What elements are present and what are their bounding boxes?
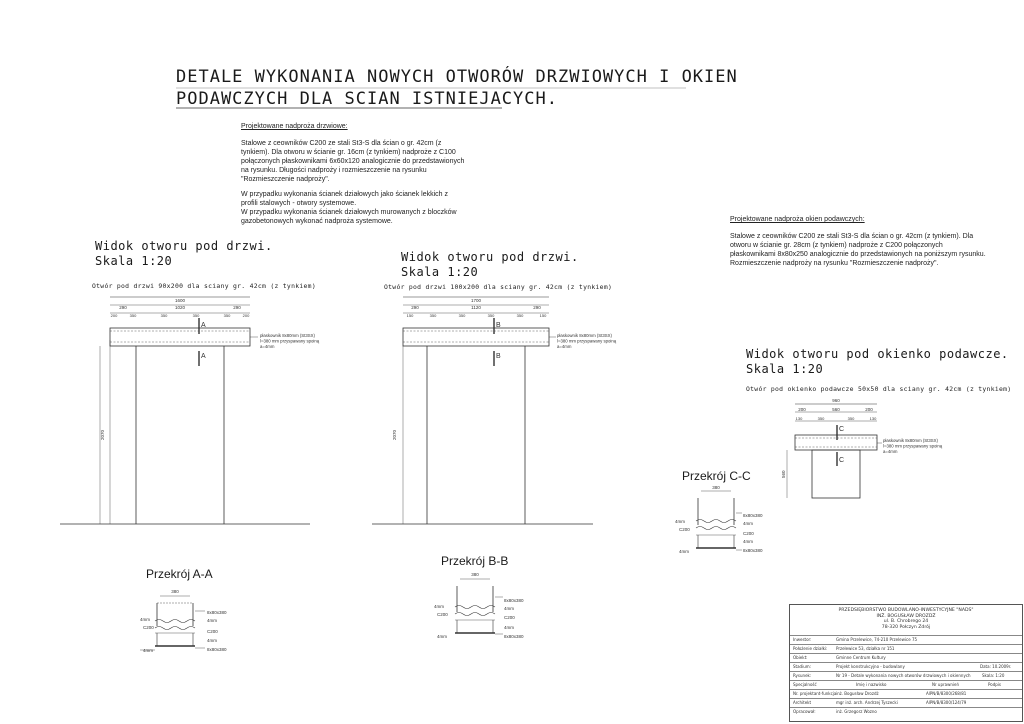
- door-note-paragraph-1: Stalowe z ceowników C200 ze stali St3-S dla ścian o gr. 42cm (z tynkiem). Dla otworu w ścianie gr. 16cm (z tynkiem) nadproże z C100 połączonych płaskownikami 6x60x120 analogicznie do przedstawionych na rysunku. Długości nadproży i rozmieszczenie na rysunku "Rozmieszczenie nadproży".: [241, 140, 465, 183]
- view1-height: 2070: [100, 429, 105, 440]
- tb-row-extra: Skala: 1:20: [982, 673, 1005, 678]
- window-note-paragraph: Stalowe z ceowników C200 ze stali St3-S dla ścian o gr. 42cm (z tynkiem). Dla otworu w ścianie gr. 28cm (z tynkiem) nadproże z C200 połączonych płaskownikami 8x80x250 analogicznie do przedstawionych na poniższym rysunku. Rozmieszczenie nadproży na rysunku "Rozmieszczenie nadproży".: [730, 233, 986, 267]
- view2-dim-mid-2: 1120: [471, 305, 481, 310]
- section-b-label-1: 8x80x380: [504, 598, 524, 603]
- view3-heading-scale: Skala 1:20: [746, 362, 824, 376]
- section-b-width: 380: [471, 572, 479, 577]
- section-b-label-8: 8x80x380: [504, 634, 524, 639]
- view3-dim-mid-2: 560: [832, 407, 840, 412]
- view1-dim-mid-3: 290: [233, 305, 241, 310]
- view1-plate-note: [260, 333, 320, 349]
- section-c-label-3: 4mm: [675, 519, 685, 524]
- tb-row-architect: [790, 698, 1022, 706]
- tb-row-label: Architekt: [793, 700, 812, 705]
- view3-plate-line3: a=4mm: [883, 449, 898, 454]
- tb-row-header: [790, 680, 1022, 688]
- tb-row-designer: [790, 689, 1022, 697]
- title-block: [789, 604, 1023, 722]
- view1-dim-small-3: 350: [160, 313, 168, 318]
- tb-row-value: Przelewice 53, działka nr 151: [836, 646, 895, 651]
- section-a-label-3: 4mm: [140, 617, 150, 622]
- view2-dim-small-6: 150: [539, 313, 547, 318]
- view2-dim-total: 1700: [470, 298, 482, 303]
- view3-dim-mid-1: 200: [798, 407, 806, 412]
- title-line-2: PODAWCZYCH DLA SCIAN ISTNIEJACYCH.: [176, 89, 558, 109]
- view1-marker-top: A: [201, 322, 206, 329]
- view1-dim-small-2: 350: [129, 313, 137, 318]
- view1-dim-small-1: 200: [110, 313, 118, 318]
- tb-signature-header: Podpis: [988, 682, 1001, 687]
- tb-person: INŻ. BOGUSŁAW DROZDŻ: [876, 613, 936, 619]
- view3-dim-small-1: 130: [795, 416, 803, 421]
- tb-row-value: inż. Grzegorz Wozno: [836, 709, 877, 714]
- title-block-header: [790, 605, 1022, 630]
- section-c-label-2: 4mm: [743, 521, 753, 526]
- view3-dim-small-2: 350: [817, 416, 825, 421]
- window-note-heading: Projektowane nadproża okien podawczych:: [730, 216, 865, 223]
- view3-marker-bottom: C: [839, 457, 845, 464]
- view2-heading-line1: Widok otworu pod drzwi.: [401, 250, 579, 264]
- section-a-title: Przekrój A-A: [146, 567, 213, 581]
- tb-row-value: Nr 19 - Detale wykonania nowych otworów drzwiowych i okiennych: [836, 673, 971, 678]
- tb-row-label: Obiekt:: [793, 655, 808, 660]
- view2-dim-small-3: 350: [458, 313, 466, 318]
- tb-row-value: Imię i nazwisko: [856, 682, 887, 687]
- tb-city: 78-320 Połczyn Zdrój: [881, 624, 931, 630]
- tb-row-drawing: [790, 671, 1022, 679]
- tb-row-value: Gminne Centrum Kultury: [836, 655, 886, 660]
- tb-row-stage: [790, 662, 1022, 670]
- section-b-label-7: 4mm: [437, 634, 447, 639]
- section-a-drawing: [140, 596, 205, 650]
- tb-street: ul. B. Chrobrego 24: [883, 619, 929, 625]
- tb-row-label: Inwestor:: [793, 637, 812, 642]
- view2-heading-scale: Skala 1:20: [401, 265, 479, 279]
- section-a-label-8: 8x80x380: [207, 647, 227, 652]
- section-b-label-5: C200: [504, 615, 515, 620]
- view3-caption: Otwór pod okienko podawcze 50x50 dla sciany gr. 42cm (z tynkiem): [746, 385, 1012, 393]
- view2-dim-small-5: 350: [516, 313, 524, 318]
- view1-dim-small-5: 350: [223, 313, 231, 318]
- view1-plate-line3: a=4mm: [260, 344, 275, 349]
- view2-dim-small-4: 350: [487, 313, 495, 318]
- section-b-label-2: 4mm: [504, 606, 514, 611]
- view2-marker-bottom: B: [496, 353, 501, 360]
- section-b-label-6: 4mm: [504, 625, 514, 630]
- view1-heading-scale: Skala 1:20: [95, 254, 173, 268]
- tb-row-object: [790, 653, 1022, 661]
- view1-dim-small-4: 350: [192, 313, 200, 318]
- view3-dim-total: 960: [832, 398, 840, 403]
- tb-row-label: Położenie działki:: [793, 646, 828, 651]
- view3-dim-small-3: 350: [847, 416, 855, 421]
- view2-height: 2070: [392, 429, 397, 440]
- tb-row-extra: AlPN/B/8300/268/81: [926, 691, 967, 696]
- tb-row-plot: [790, 644, 1022, 652]
- title-line-1: DETALE WYKONANIA NOWYCH OTWORÓW DRZWIOWYCH I OKIEN: [176, 67, 738, 87]
- section-c-label-7: 4mm: [679, 549, 689, 554]
- view2-marker-top: B: [496, 322, 501, 329]
- tb-row-value: mgr inż. arch. Andrzej Tyszecki: [836, 700, 898, 705]
- section-a-label-4: C200: [143, 625, 154, 630]
- view1-caption: Otwór pod drzwi 90x200 dla sciany gr. 42cm (z tynkiem): [92, 282, 316, 290]
- section-a-width: 380: [171, 589, 179, 594]
- view2-dim-small-2: 350: [429, 313, 437, 318]
- section-b-title: Przekrój B-B: [441, 554, 509, 568]
- tb-row-value: Projekt konstrukcyjno - budowlany: [836, 664, 905, 669]
- view3-dim-mid-3: 200: [865, 407, 873, 412]
- tb-row-label: Specjalność: [793, 682, 817, 687]
- view2-plate-note: [557, 333, 617, 349]
- view2-dim-small-1: 150: [406, 313, 414, 318]
- view2-caption: Otwór pod drzwi 100x200 dla sciany gr. 42cm (z tynkiem): [384, 283, 613, 291]
- view3-plate-line1: płaskownik 8x80mm (St3SX): [883, 438, 938, 443]
- view2-plate-line2: l=380 mm przyspawany spoiną: [557, 338, 617, 344]
- section-c-label-4: C200: [679, 527, 690, 532]
- view2-dim-mid-1: 290: [411, 305, 419, 310]
- view3-heading-line1: Widok otworu pod okienko podawcze.: [746, 347, 1009, 361]
- section-c-title: Przekrój C-C: [682, 469, 751, 483]
- tb-row-label: Stadium:: [793, 664, 811, 669]
- section-a-label-7: 4mm: [143, 648, 153, 653]
- tb-row-label: Opracował:: [793, 709, 816, 714]
- view1-heading-line1: Widok otworu pod drzwi.: [95, 239, 273, 253]
- section-c-label-6: 4mm: [743, 539, 753, 544]
- view1-dim-small-6: 200: [242, 313, 250, 318]
- door-note-paragraph-2: W przypadku wykonania ścianek działowych jako ścianek lekkich z profili stalowych - otwory systemowe. W przypadku wykonania ścianek działowych murowanych z bloczków gazobetonowych wykonać nadproża systemowe.: [241, 191, 457, 225]
- section-c-drawing: [696, 491, 742, 550]
- view2-elevation: [372, 297, 593, 524]
- tb-row-value: Gmina Przelewice, 74-210 Przelewice 75: [836, 637, 918, 642]
- view1-dim-total: 1600: [174, 298, 186, 303]
- view1-plate-line2: l=380 mm przyspawany spoiną: [260, 338, 320, 344]
- section-c-label-1: 8x80x380: [743, 513, 763, 518]
- view2-dim-mid-3: 290: [533, 305, 541, 310]
- view2-plate-line3: a=4mm: [557, 344, 572, 349]
- section-a-label-2: 4mm: [207, 618, 217, 623]
- view3-marker-top: C: [839, 426, 845, 433]
- section-b-label-3: 4mm: [434, 604, 444, 609]
- view3-plate-note: [883, 438, 943, 454]
- view2-plate-line1: płaskownik 8x80mm (St3SX): [557, 333, 612, 338]
- section-a-label-5: C200: [207, 629, 218, 634]
- tb-row-investor: [790, 635, 1022, 643]
- view3-plate-line2: l=380 mm przyspawany spoiną: [883, 443, 943, 449]
- tb-company: PRZEDSIĘBIORSTWO BUDOWLANO-INWESTYCYJNE "NADS": [838, 608, 974, 613]
- view1-dim-mid-1: 290: [119, 305, 127, 310]
- tb-row-label: Nr. projektant-funkcja: [793, 691, 837, 696]
- view1-dim-mid-2: 1020: [174, 305, 186, 310]
- tb-row-label: Rysunek:: [793, 673, 812, 678]
- view1-elevation: [60, 297, 310, 524]
- section-c-width: 380: [712, 485, 720, 490]
- section-a-label-6: 4mm: [207, 638, 217, 643]
- view1-plate-line1: płaskownik 8x80mm (St3SX): [260, 333, 315, 338]
- tb-row-extra: AlPN/B/8300/124/79: [926, 700, 967, 705]
- section-b-drawing: [455, 579, 503, 634]
- tb-row-prepared: [790, 707, 1022, 715]
- view3-dim-small-4: 130: [869, 416, 877, 421]
- door-note-heading: Projektowane nadproża drzwiowe:: [241, 123, 348, 130]
- section-c-label-8: 8x80x380: [743, 548, 763, 553]
- tb-row-value: inż. Bogusław Drozdż: [836, 691, 879, 696]
- view3-height: 560: [781, 470, 786, 478]
- tb-row-extra: Nr uprawnień: [932, 682, 959, 687]
- section-a-label-1: 8x80x380: [207, 610, 227, 615]
- view1-marker-bottom: A: [201, 353, 206, 360]
- section-b-label-4: C200: [437, 612, 448, 617]
- tb-row-extra: Data: 10.2009r.: [980, 664, 1012, 669]
- section-c-label-5: C200: [743, 531, 754, 536]
